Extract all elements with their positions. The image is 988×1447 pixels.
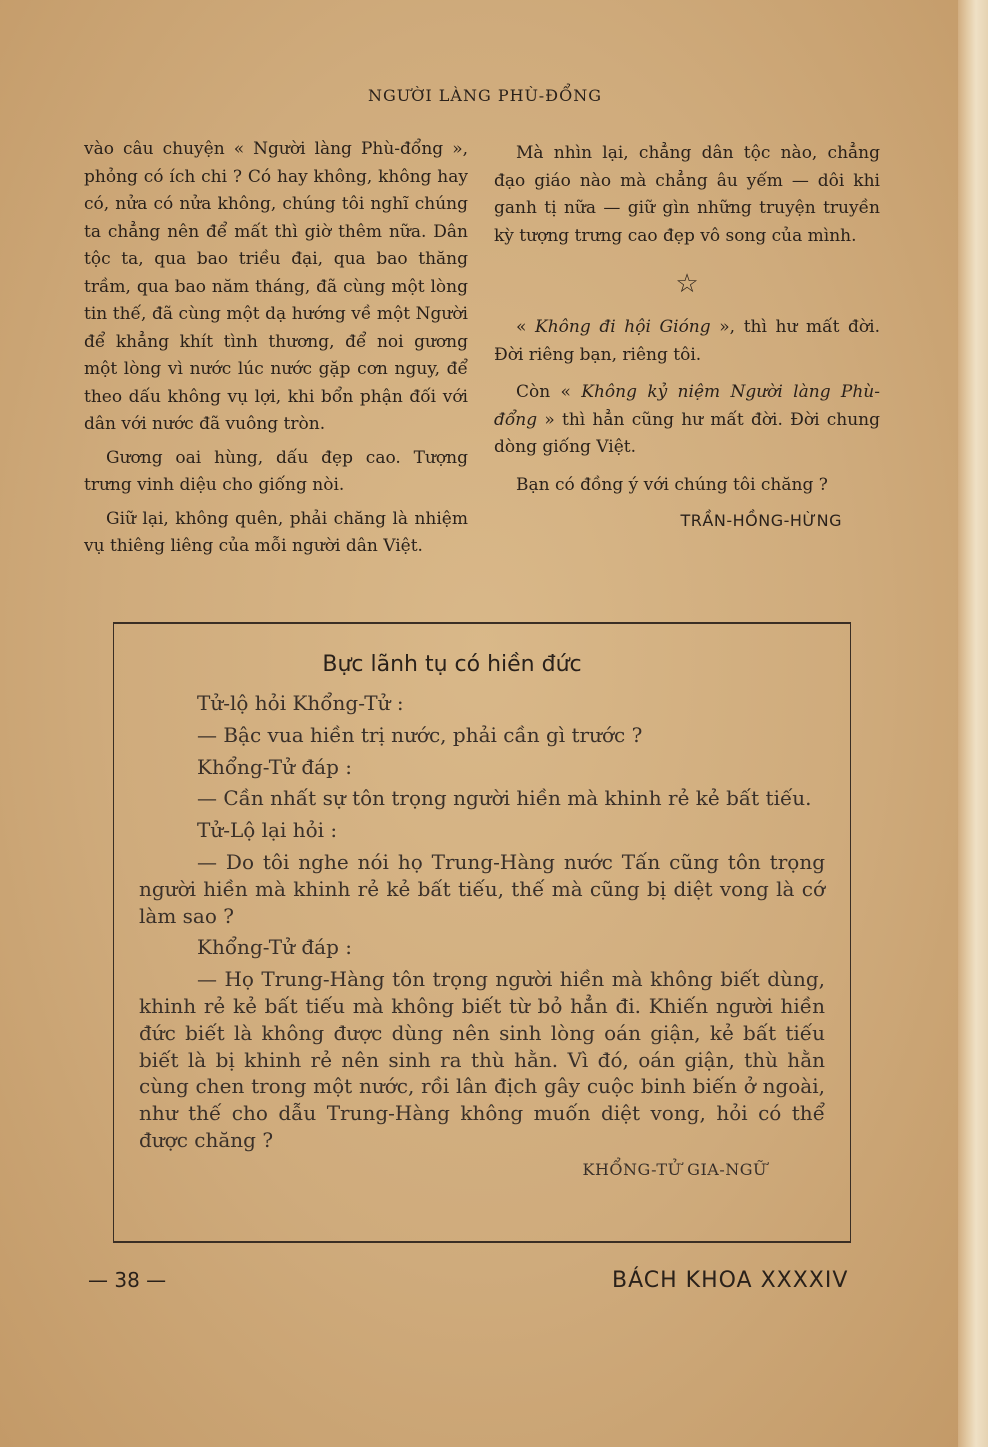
right-paragraph-4: Bạn có đồng ý với chúng tôi chăng ? xyxy=(516,474,828,495)
right-paragraph-2-rest: , thì hư mất đời. Đời riêng bạn, riêng tôi. xyxy=(494,317,881,365)
left-paragraph-1: vào câu chuyện « Người làng Phù-đổng », phỏng có ích chi ? Có hay không, không hay có, nửa có nửa không, chúng tôi nghĩ chúng ta chẳng nên để mất thì giờ thêm nữa. Dân tộc ta, qua bao triều đại, qua bao thăng trầm, qua bao năm tháng, đã cùng một lòng tin thế, đã cùng một dạ hướng về một Người để khẳng khít tình thương, để noi gương một lòng vì nước lúc nước gặp cơn nguy, để theo dấu không vụ lợi, khi bổn phận đối với dân với nước đã vuông tròn. xyxy=(84,139,468,434)
right-paragraph-3 xyxy=(494,379,880,462)
quote-phu-dong: Không kỷ niệm Người làng Phù-đổng xyxy=(494,382,880,430)
box-title: Bực lãnh tụ có hiền đức xyxy=(322,652,582,677)
author-signature: TRẦN-HỒNG-HỪNG xyxy=(680,511,842,530)
dialogue-line-7: Khổng-Tử đáp : xyxy=(197,935,352,960)
right-paragraph-3-rest: » thì hẳn cũng hư mất đời. Đời chung dòng giống Việt. xyxy=(494,409,880,457)
dialogue-line-3: Khổng-Tử đáp : xyxy=(197,754,352,779)
left-paragraph-3: Giữ lại, không quên, phải chăng là nhiệm vụ thiêng liêng của mỗi người dân Việt. xyxy=(84,508,468,556)
quote-box xyxy=(113,622,851,1243)
right-paragraph-2: « Không đi hội Gióng », thì hư mất đời. Đời riêng bạn, riêng tôi. xyxy=(494,317,881,365)
page-number: — 38 — xyxy=(88,1268,167,1292)
right-column xyxy=(494,140,880,535)
running-header: NGƯỜI LÀNG PHÙ-ĐỔNG xyxy=(368,86,602,105)
box-body xyxy=(139,690,825,1189)
dialogue-line-4: — Cần nhất sự tôn trọng người hiền mà khinh rẻ kẻ bất tiếu. xyxy=(197,786,812,811)
left-paragraph-2: Gương oai hùng, dấu đẹp cao. Tượng trưng vinh diệu cho giống nòi. xyxy=(84,447,468,495)
left-column xyxy=(84,136,468,561)
dialogue-line-8: — Họ Trung-Hàng tôn trọng người hiền mà không biết dùng, khinh rẻ kẻ bất tiếu mà không biết từ bỏ hẳn đi. Khiến người hiền đức biết là không được dùng nên sinh lòng oán giận, kẻ bất tiếu biết là bị khinh rẻ nên sinh ra thù hằn. Vì đó, oán giận, thù hằn cùng chen trong một nước, rồi lân địch gây cuộc binh biến ở ngoài, như thế cho dẫu Trung-Hàng không muốn diệt vong, hỏi có thể được chăng ? xyxy=(139,967,825,1152)
right-paragraph-3-lead: Còn « xyxy=(516,382,582,402)
dialogue-line-2: — Bậc vua hiền trị nước, phải cần gì trước ? xyxy=(197,722,643,747)
star-icon: ☆ xyxy=(675,269,699,299)
dialogue-line-6: — Do tôi nghe nói họ Trung-Hàng nước Tấn cũng tôn trọng người hiền mà khinh rẻ kẻ bất tiếu, thế mà cũng bị diệt vong là cớ làm sao ? xyxy=(139,849,825,928)
right-paragraph-1: Mà nhìn lại, chẳng dân tộc nào, chẳng đạo giáo nào mà chẳng âu yếm — dôi khi ganh tị nữa — giữ gìn những truyện truyền kỳ tượng trưng cao đẹp vô song của mình. xyxy=(494,143,880,246)
dialogue-line-5: Tử-Lộ lại hỏi : xyxy=(197,818,338,843)
magazine-issue: BÁCH KHOA XXXXIV xyxy=(612,1268,849,1293)
quote-giong: Không đi hội Gióng xyxy=(535,317,711,337)
page-edge xyxy=(958,0,988,1447)
box-source: KHỔNG-TỬ GIA-NGỮ xyxy=(582,1159,767,1179)
dialogue-line-1: Tử-lộ hỏi Khổng-Tử : xyxy=(197,691,404,715)
